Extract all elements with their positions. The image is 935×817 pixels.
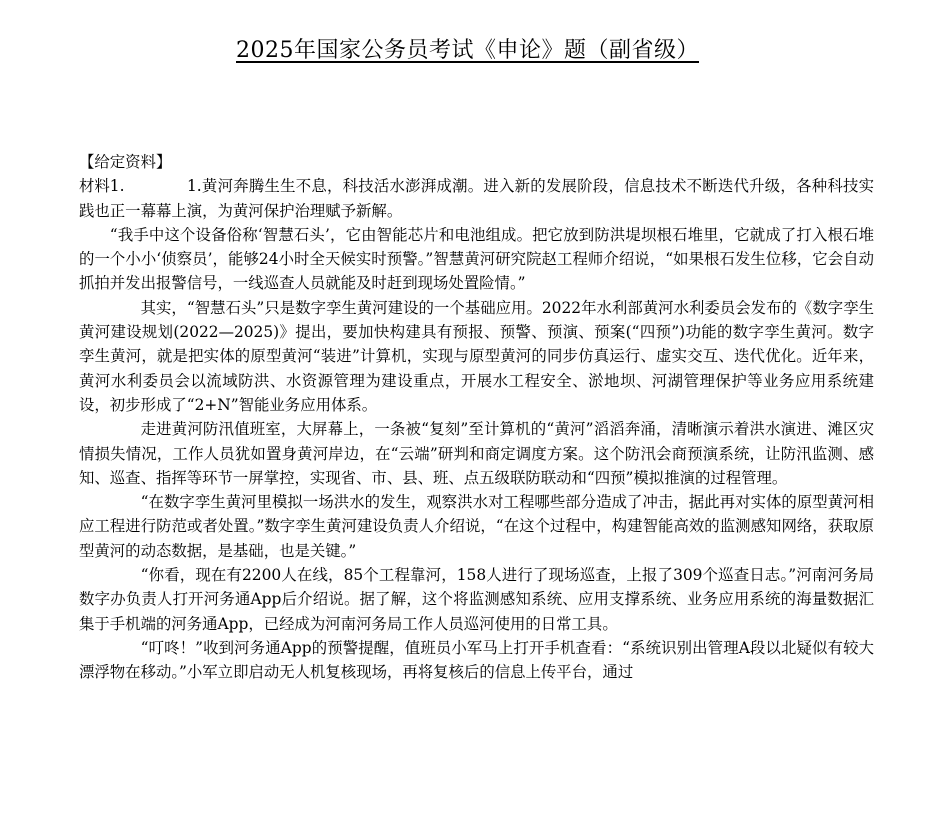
material-1-paragraph xyxy=(79,174,874,223)
paragraph-text: 1.黄河奔腾生生不息，科技活水澎湃成潮。进入新的发展阶段，信息技术不断迭代升级，各种科技实践也正一幕幕上演，为黄河保护治理赋予新解。 xyxy=(79,177,874,220)
paragraph: “你看，现在有2200人在线，85个工程靠河，158人进行了现场巡查，上报了309个巡查日志。”河南河务局数字办负责人打开河务通App后介绍说。据了解，这个将监测感知系统、应用支撑系统、业务应用系统的海量数据汇集于手机端的河务通App，已经成为河南河务局工作人员巡河使用的日常工具。 xyxy=(79,566,874,633)
paragraph: “我手中这个设备俗称‘智慧石头’，它由智能芯片和电池组成。把它放到防洪堤坝根石堆里，它就成了打入根石堆的一个小小‘侦察员’，能够24小时全天候实时预警。”智慧黄河研究院赵工程师介绍说，“如果根石发生位移，它会自动抓拍并发出报警信号，一线巡查人员就能及时赶到现场处置险情。” xyxy=(79,225,874,293)
document-title xyxy=(0,36,935,66)
paragraph: 走进黄河防汛值班室，大屏幕上，一条被“复刻”至计算机的“黄河”滔滔奔涌，清晰演示着洪水演进、滩区灾情损失情况，工作人员犹如置身黄河岸边，在“云端”研判和商定调度方案。这个防汛会商预演系统，让防汛监测、感知、巡查、指挥等环节一屏掌控，实现省、市、县、班、点五级联防联动和“四预”模拟推演的过程管理。 xyxy=(79,420,874,487)
document-body xyxy=(79,150,874,685)
section-heading: 【给定资料】 xyxy=(79,153,172,171)
paragraph: “在数字孪生黄河里模拟一场洪水的发生，观察洪水对工程哪些部分造成了冲击，据此再对实体的原型黄河相应工程进行防范或者处置。”数字孪生黄河建设负责人介绍说，“在这个过程中，构建智能高效的监测感知网络，获取原型黄河的动态数据，是基础，也是关键。” xyxy=(79,493,874,560)
material-label: 材料1. xyxy=(79,177,125,196)
paragraph: 其实，“智慧石头”只是数字孪生黄河建设的一个基础应用。2022年水利部黄河水利委员会发布的《数字孪生黄河建设规划(2022—2025)》提出，要加快构建具有预报、预警、预演、预案(“四预”)功能的数字孪生黄河。数字孪生黄河，就是把实体的原型黄河“装进”计算机，实现与原型黄河的同步仿真运行、虚实交互、迭代优化。近年来，黄河水利委员会以流域防洪、水资源管理为建设重点，开展水工程安全、淤地坝、河湖管理保护等业务应用系统建设，初步形成了“2+N”智能业务应用体系。 xyxy=(79,298,874,414)
document-title-text: 2025年国家公务员考试《申论》题（副省级） xyxy=(236,38,699,63)
paragraph: “叮咚！”收到河务通App的预警提醒，值班员小军马上打开手机查看：“系统识别出管理A段以北疑似有较大漂浮物在移动。”小军立即启动无人机复核现场，再将复核后的信息上传平台，通过 xyxy=(79,638,874,682)
